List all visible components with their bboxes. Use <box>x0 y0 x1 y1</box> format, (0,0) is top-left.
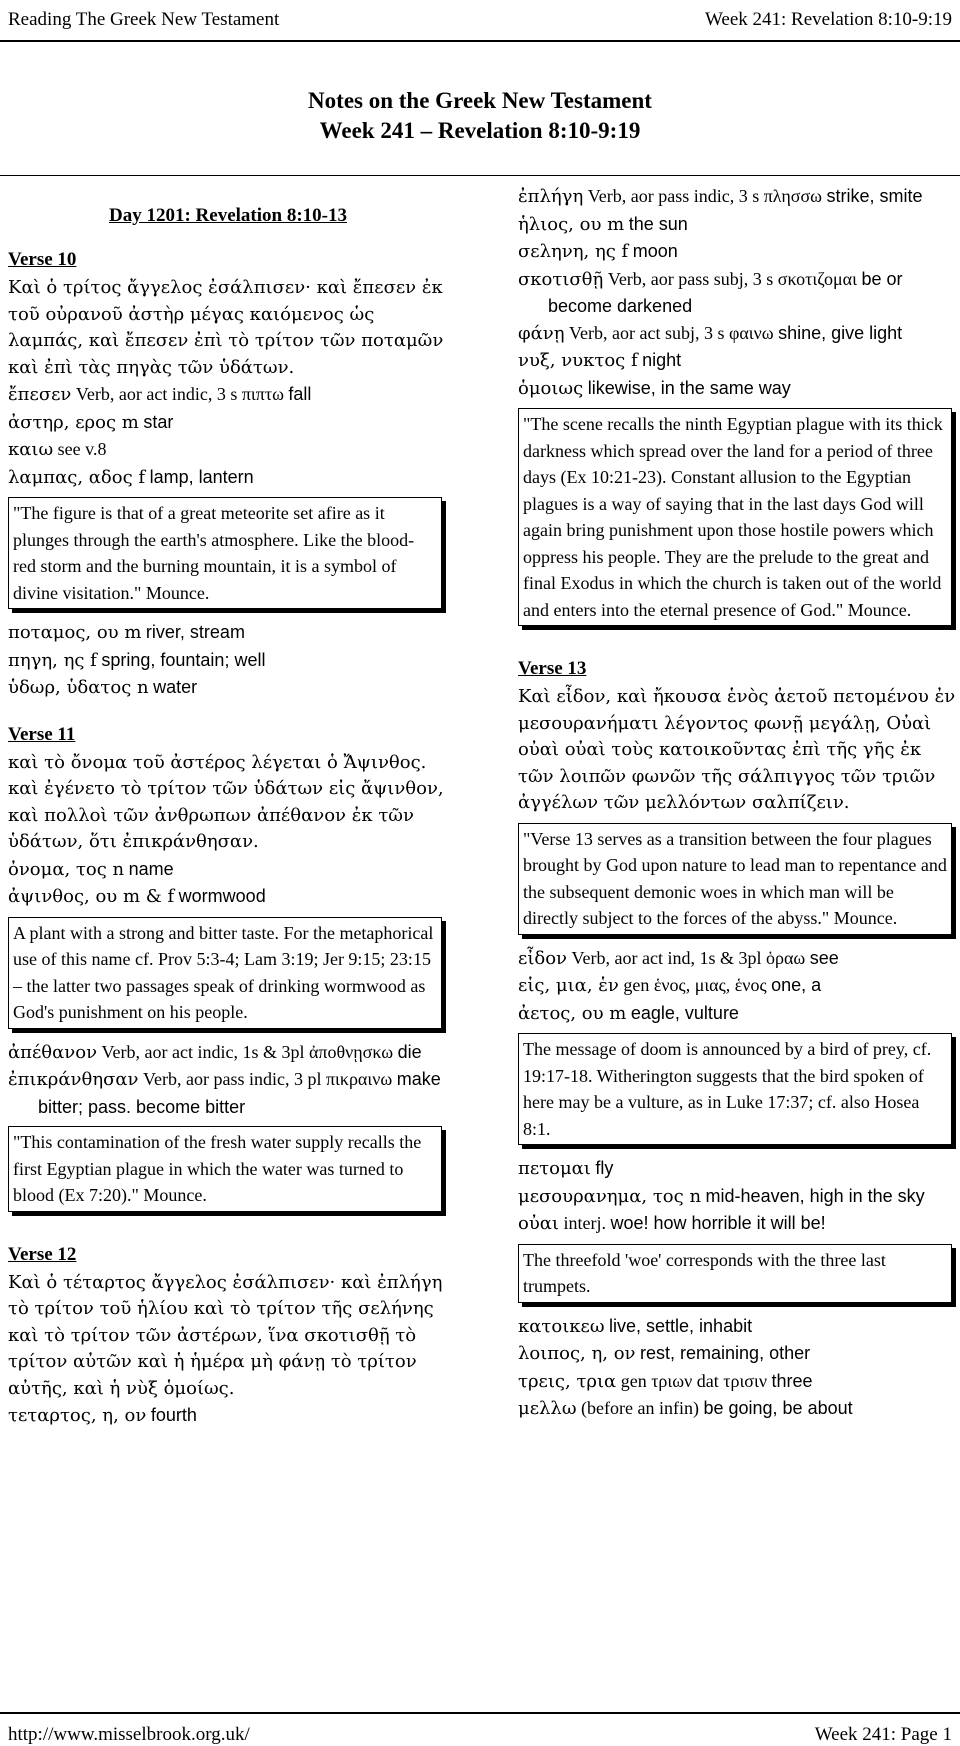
vocab-entry <box>518 266 958 320</box>
vocab-entry <box>518 1395 958 1423</box>
header-title: Reading The Greek New Testament <box>8 9 280 30</box>
vocab-parse: Verb, aor act subj, 3 s φαινω <box>569 322 774 343</box>
vocab-word: ἀψινθος, ου m & f <box>8 886 175 907</box>
vocab-parse: gen τριων dat τρισιν <box>620 1370 767 1391</box>
title-line-2: Week 241 – Revelation 8:10-9:19 <box>319 118 641 143</box>
vocab-word: οὐαι <box>518 1213 559 1234</box>
vocab-gloss: moon <box>632 241 678 261</box>
vocab-entry <box>8 883 448 911</box>
vocab-word: ὀνομα, τος n <box>8 858 125 880</box>
commentary-note: "The scene recalls the ninth Egyptian plague with its thick darkness which spread over the land for a period of three days (Ex 10:21-23). Constant allusion to the Egyptian plagues is a way of saying that in the last days God will again bring punishment upon those hostile powers which oppress his people. They are the prelude to the great and final Exodus in which the church is taken out of the world and enters into the eternal presence of God." Mounce. <box>518 408 952 626</box>
vocab-word: ἀστηρ, ερος m <box>8 411 139 433</box>
vocab-parse: Verb, aor pass subj, 3 s σκοτιζομαι <box>607 268 857 289</box>
vocab-entry <box>518 972 958 1000</box>
vocab-word: ὑδωρ, ὑδατος n <box>8 677 149 698</box>
vocab-list <box>518 945 958 1028</box>
vocab-list <box>8 381 448 491</box>
vocab-word: φάνῃ <box>518 322 565 344</box>
vocab-parse: interj. <box>563 1213 606 1233</box>
vocab-word: ἀπέθανον <box>8 1041 98 1063</box>
day-heading: Day 1201: Revelation 8:10-13 <box>109 205 347 226</box>
vocab-word: λαμπας, αδος f <box>8 466 146 488</box>
vocab-list <box>518 1155 958 1238</box>
vocab-word: ἔπεσεν <box>8 384 72 405</box>
header-week: Week 241: Revelation 8:10-9:19 <box>705 9 952 30</box>
vocab-gloss: likewise, in the same way <box>587 377 791 398</box>
vocab-gloss: fall <box>288 384 312 404</box>
vocab-entry <box>518 1155 958 1183</box>
vocab-list <box>8 619 448 702</box>
vocab-gloss: water <box>153 677 198 697</box>
vocab-gloss: shine, give light <box>778 322 903 343</box>
page-header <box>0 0 960 42</box>
vocab-gloss: fourth <box>150 1405 197 1425</box>
vocab-word: ἀετος, ου m <box>518 1002 627 1024</box>
vocab-entry <box>518 1313 958 1341</box>
right-column <box>518 183 958 1423</box>
vocab-word: ὁμοιως <box>518 377 584 399</box>
vocab-entry <box>518 1210 958 1238</box>
vocab-word: σεληνη, ης f <box>518 241 629 262</box>
vocab-gloss: make bitter; pass. become bitter <box>38 1069 441 1117</box>
vocab-word: κατοικεω <box>518 1315 605 1337</box>
vocab-gloss: see <box>809 947 839 968</box>
vocab-list <box>8 1039 448 1121</box>
vocab-word: πετομαι <box>518 1158 591 1179</box>
greek-text: Καὶ εἶδον, καὶ ἤκουσα ἑνὸς ἀετοῦ πετομένου ἐν μεσουρανήματι λέγοντος φωνῇ μεγάλῃ, Οὐαὶ οὐαὶ οὐαὶ τοὺς κατοικοῦντας ἐπὶ τῆς γῆς ἐκ τῶν λοιπῶν φωνῶν τῆς σάλπιγγος τῶν τριῶν ἀγγέλων τῶν μελλόντων σαλπίζειν. <box>518 686 956 813</box>
vocab-entry <box>518 1000 958 1028</box>
vocab-entry <box>8 436 448 464</box>
vocab-list <box>8 856 448 911</box>
vocab-list <box>518 183 958 402</box>
vocab-word: καιω <box>8 439 54 460</box>
greek-text: Καὶ ὁ τέταρτος ἄγγελος ἐσάλπισεν· καὶ ἐπλήγη τὸ τρίτον τοῦ ἡλίου καὶ τὸ τρίτον τῆς σελήνης καὶ τὸ τρίτον τῶν ἀστέρων, ἵνα σκοτισθῇ τὸ τρίτον αὐτῶν καὶ ἡ ἡμέρα μὴ φάνῃ τὸ τρίτον αὐτῆς, καὶ ἡ νὺξ ὁμοίως. <box>8 1271 443 1399</box>
vocab-word: εἱς, μια, ἑν <box>518 975 619 996</box>
vocab-word: λοιπος, η, ον <box>518 1343 636 1364</box>
vocab-entry <box>8 464 448 492</box>
vocab-entry <box>8 856 448 884</box>
vocab-gloss: three <box>771 1370 813 1391</box>
greek-text: καὶ τὸ ὄνομα τοῦ ἀστέρος λέγεται ὁ Ἄψινθος. καὶ ἐγένετο τὸ τρίτον τῶν ὑδάτων εἰς ἄψινθον, καὶ πολλοὶ τῶν ἀνθρωπων ἀπέθανον ἐκ τῶν ὑδάτων, ὅτι ἐπικράνθησαν. <box>8 751 444 852</box>
commentary-note: A plant with a strong and bitter taste. For the metaphorical use of this name cf. Prov 5:3-4; Lam 3:19; Jer 9:15; 23:15 – the latter two passages speak of drinking wormwood as God's punishment on his people. <box>8 917 442 1029</box>
vocab-list <box>518 1313 958 1423</box>
vocab-gloss: rest, remaining, other <box>640 1343 811 1363</box>
vocab-entry <box>518 183 958 211</box>
vocab-word: μεσουρανημα, τος n <box>518 1185 702 1207</box>
vocab-entry <box>8 674 448 702</box>
vocab-gloss: lamp, lantern <box>149 466 254 487</box>
footer-page-number: Week 241: Page 1 <box>814 1724 952 1745</box>
vocab-parse: Verb, aor pass indic, 3 pl πικραινω <box>142 1069 393 1089</box>
vocab-entry <box>518 1368 958 1396</box>
left-column <box>8 183 448 1430</box>
page-footer <box>0 1712 960 1745</box>
vocab-word: πηγη, ης f <box>8 649 97 671</box>
vocab-gloss: woe! how horrible it will be! <box>610 1213 826 1233</box>
vocab-gloss: eagle, vulture <box>630 1002 739 1023</box>
title-line-1: Notes on the Greek New Testament <box>308 88 652 113</box>
vocab-entry <box>8 409 448 437</box>
verse-heading: Verse 11 <box>8 723 76 745</box>
vocab-parse: gen ἑνος, μιας, ἑνος <box>623 975 767 995</box>
vocab-gloss: spring, fountain; well <box>101 649 266 670</box>
vocab-parse: Verb, aor act indic, 1s & 3pl ἀποθνῃσκω <box>101 1041 394 1062</box>
vocab-entry <box>518 320 958 348</box>
vocab-gloss: die <box>397 1041 422 1062</box>
page-title <box>0 86 960 146</box>
vocab-gloss: be going, be about <box>703 1398 853 1418</box>
commentary-note: The message of doom is announced by a bird of prey, cf. 19:17-18. Witherington suggests that the bird spoken of here may be a vulture, as in Luke 17:37; cf. also Hosea 8:1. <box>518 1033 952 1145</box>
vocab-entry <box>8 381 448 409</box>
vocab-word: τεταρτος, η, ον <box>8 1405 147 1426</box>
footer-url[interactable]: http://www.misselbrook.org.uk/ <box>8 1724 250 1745</box>
vocab-entry <box>8 1039 448 1067</box>
vocab-entry <box>518 1340 958 1368</box>
vocab-word: νυξ, νυκτος f <box>518 350 638 371</box>
vocab-word: ποταμος, ου m <box>8 622 142 643</box>
vocab-entry <box>518 1183 958 1211</box>
verse-heading: Verse 13 <box>518 658 587 679</box>
vocab-entry <box>518 375 958 403</box>
vocab-gloss: star <box>143 411 174 432</box>
vocab-entry <box>8 1066 448 1120</box>
vocab-word: εἶδον <box>518 947 567 969</box>
title-divider <box>0 175 960 176</box>
commentary-note: "This contamination of the fresh water supply recalls the first Egyptian plague in which the water was turned to blood (Ex 7:20)." Mounce. <box>8 1126 442 1212</box>
greek-text: Καὶ ὁ τρίτος ἄγγελος ἐσάλπισεν· καὶ ἔπεσεν ἐκ τοῦ οὐρανοῦ ἀστὴρ μέγας καιόμενος ὡς λαμπάς, καὶ ἔπεσεν ἐπὶ τὸ τρίτον τῶν ποταμῶν καὶ ἐπὶ τὰς πηγὰς τῶν ὑδάτων. <box>8 277 444 378</box>
vocab-word: ἐπλήγη <box>518 186 584 207</box>
vocab-gloss: be or become darkened <box>548 268 903 316</box>
vocab-parse: Verb, aor act ind, 1s & 3pl ὁραω <box>571 947 806 968</box>
vocab-list <box>8 1402 448 1430</box>
vocab-word: σκοτισθῇ <box>518 268 604 290</box>
vocab-word: ἡλιος, ου m <box>518 213 625 235</box>
vocab-gloss: strike, smite <box>826 186 923 206</box>
verse-heading: Verse 12 <box>8 1243 77 1265</box>
vocab-parse: Verb, aor act indic, 3 s πιπτω <box>75 384 284 404</box>
vocab-gloss: mid-heaven, high in the sky <box>705 1185 925 1206</box>
vocab-entry <box>518 238 958 266</box>
vocab-parse: (before an infin) <box>581 1398 699 1418</box>
vocab-gloss: the sun <box>628 213 688 234</box>
vocab-word: μελλω <box>518 1398 577 1419</box>
vocab-gloss: name <box>128 858 174 879</box>
vocab-word: ἐπικράνθησαν <box>8 1069 139 1090</box>
commentary-note: "Verse 13 serves as a transition between the four plagues brought by God upon nature to lead man to repentance and the subsequent demonic woes in which man will be directly subject to the forces of the abyss." Mounce. <box>518 823 952 935</box>
vocab-entry <box>8 647 448 675</box>
vocab-gloss: river, stream <box>145 622 245 642</box>
vocab-entry <box>518 945 958 973</box>
vocab-word: τρεις, τρια <box>518 1370 617 1392</box>
vocab-entry <box>518 211 958 239</box>
vocab-gloss: live, settle, inhabit <box>609 1315 753 1336</box>
vocab-parse: Verb, aor pass indic, 3 s πλησσω <box>587 186 823 206</box>
commentary-note: "The figure is that of a great meteorite set afire as it plunges through the earth's atmosphere. Like the blood-red storm and the burning mountain, it is a symbol of divine visitation." Mounce. <box>8 497 442 609</box>
vocab-gloss: wormwood <box>178 886 266 906</box>
vocab-entry <box>518 347 958 375</box>
vocab-entry <box>8 619 448 647</box>
vocab-parse: see v.8 <box>57 439 107 459</box>
vocab-gloss: one, a <box>771 975 822 995</box>
verse-heading: Verse 10 <box>8 249 77 270</box>
vocab-gloss: night <box>642 350 682 370</box>
vocab-entry <box>8 1402 448 1430</box>
vocab-gloss: fly <box>595 1158 614 1178</box>
commentary-note: The threefold 'woe' corresponds with the three last trumpets. <box>518 1244 952 1303</box>
